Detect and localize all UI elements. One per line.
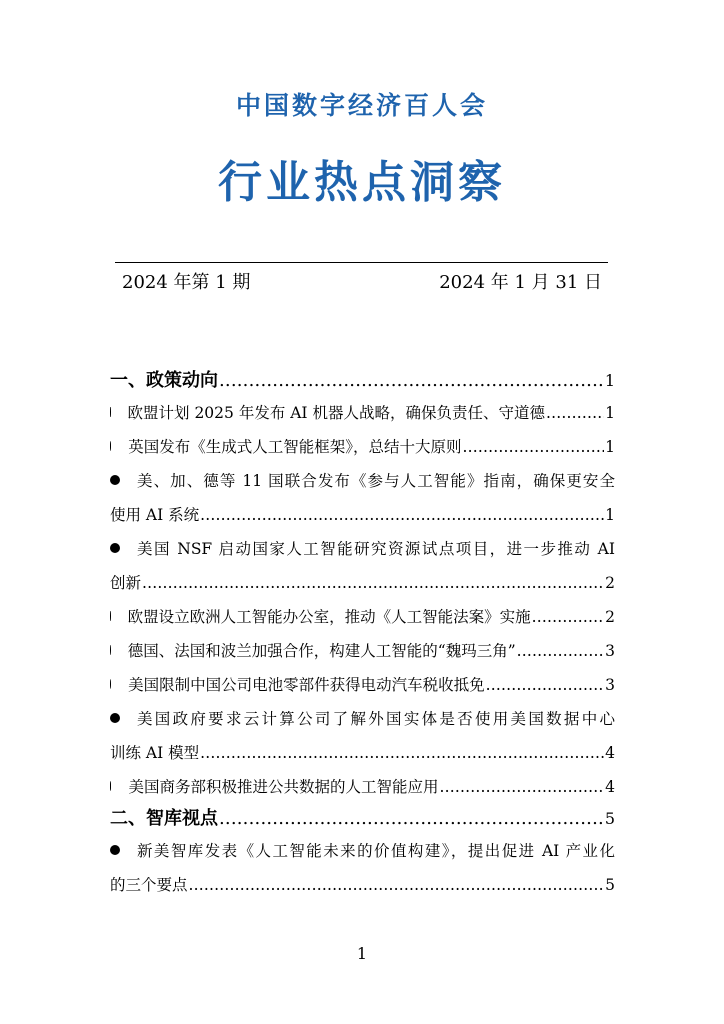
- toc-entry[interactable]: [110, 770, 615, 804]
- toc-page-number: 4: [605, 778, 615, 796]
- toc-section-title: 一、政策动向: [110, 370, 218, 391]
- toc-leader-dots: [486, 668, 605, 702]
- toc-entry[interactable]: [110, 600, 615, 634]
- toc-leader-dots: [200, 498, 604, 532]
- table-of-contents: [110, 366, 615, 902]
- toc-leader-dots: [439, 770, 604, 804]
- toc-entry[interactable]: [110, 464, 615, 532]
- toc-entry-text-cont: 创新: [110, 574, 142, 592]
- toc-entry-text: 美国商务部积极推进公共数据的人工智能应用: [128, 778, 439, 796]
- bullet-icon: [110, 713, 120, 723]
- toc-entry-text: 美国限制中国公司电池零部件获得电动汽车税收抵免: [128, 676, 485, 694]
- issue-date: 2024 年 1 月 31 日: [439, 272, 602, 293]
- toc-page-number: 2: [605, 608, 615, 626]
- toc-entry-text: 美、加、德等 11 国联合发布《参与人工智能》指南，确保更安全: [137, 472, 615, 490]
- bullet-icon: [110, 611, 111, 621]
- toc-entry-text-cont: 训练 AI 模型: [110, 744, 200, 762]
- toc-section-policy[interactable]: [110, 366, 615, 396]
- toc-leader-dots: [219, 804, 604, 834]
- toc-page-number: 3: [605, 676, 615, 694]
- toc-entry[interactable]: [110, 702, 615, 770]
- toc-page-number: 1: [605, 506, 615, 524]
- bullet-icon: [110, 475, 120, 485]
- toc-entry-text-cont: 使用 AI 系统: [110, 506, 200, 524]
- bullet-icon: [110, 645, 111, 655]
- toc-entry[interactable]: [110, 634, 615, 668]
- bullet-icon: [110, 441, 111, 451]
- toc-page-number: 5: [605, 876, 615, 894]
- toc-leader-dots: [200, 736, 604, 770]
- toc-page-number: 4: [605, 744, 615, 762]
- toc-page-number: 3: [605, 642, 615, 660]
- toc-entry-text: 欧盟计划 2025 年发布 AI 机器人战略，确保负责任、守道德: [127, 404, 545, 422]
- toc-entry[interactable]: [110, 396, 615, 430]
- toc-entry-text: 美国政府要求云计算公司了解外国实体是否使用美国数据中心: [137, 710, 615, 728]
- organization-name: 中国数字经济百人会: [235, 91, 488, 120]
- toc-leader-dots: [546, 396, 604, 430]
- toc-entry-text: 欧盟设立欧洲人工智能办公室，推动《人工智能法案》实施: [127, 608, 531, 626]
- toc-leader-dots: [142, 566, 604, 600]
- toc-page-number: 1: [605, 404, 615, 422]
- toc-page-number: 2: [605, 574, 615, 592]
- toc-leader-dots: [532, 600, 604, 634]
- toc-entry-text-cont: 的三个要点: [110, 876, 188, 894]
- toc-entry[interactable]: [110, 668, 615, 702]
- toc-entry-text: 新美智库发表《人工智能未来的价值构建》，提出促进 AI 产业化: [137, 842, 615, 860]
- toc-entry[interactable]: [110, 834, 615, 902]
- toc-leader-dots: [219, 366, 604, 396]
- bullet-icon: [110, 679, 111, 689]
- toc-entry-text: 英国发布《生成式人工智能框架》，总结十大原则: [128, 438, 462, 456]
- bullet-icon: [110, 407, 111, 417]
- toc-leader-dots: [517, 634, 604, 668]
- bullet-icon: [110, 543, 120, 553]
- report-title: 行业热点洞察: [218, 157, 506, 208]
- header-divider: [115, 262, 608, 263]
- bullet-icon: [110, 781, 111, 791]
- toc-page-number: 1: [605, 438, 615, 456]
- page-number: 1: [356, 944, 368, 963]
- toc-leader-dots: [189, 868, 605, 902]
- toc-entry-text: 德国、法国和波兰加强合作，构建人工智能的“魏玛三角”: [127, 642, 516, 660]
- bullet-icon: [110, 845, 120, 855]
- issue-number: 2024 年第 1 期: [122, 272, 251, 293]
- toc-entry[interactable]: [110, 532, 615, 600]
- toc-leader-dots: [463, 430, 605, 464]
- toc-section-title: 二、智库视点: [110, 808, 218, 829]
- toc-entry-text: 美国 NSF 启动国家人工智能研究资源试点项目，进一步推动 AI: [137, 540, 615, 558]
- toc-page-number: 5: [604, 809, 615, 828]
- toc-page-number: 1: [604, 371, 615, 390]
- toc-section-think-tank[interactable]: [110, 804, 615, 834]
- toc-entry[interactable]: [110, 430, 615, 464]
